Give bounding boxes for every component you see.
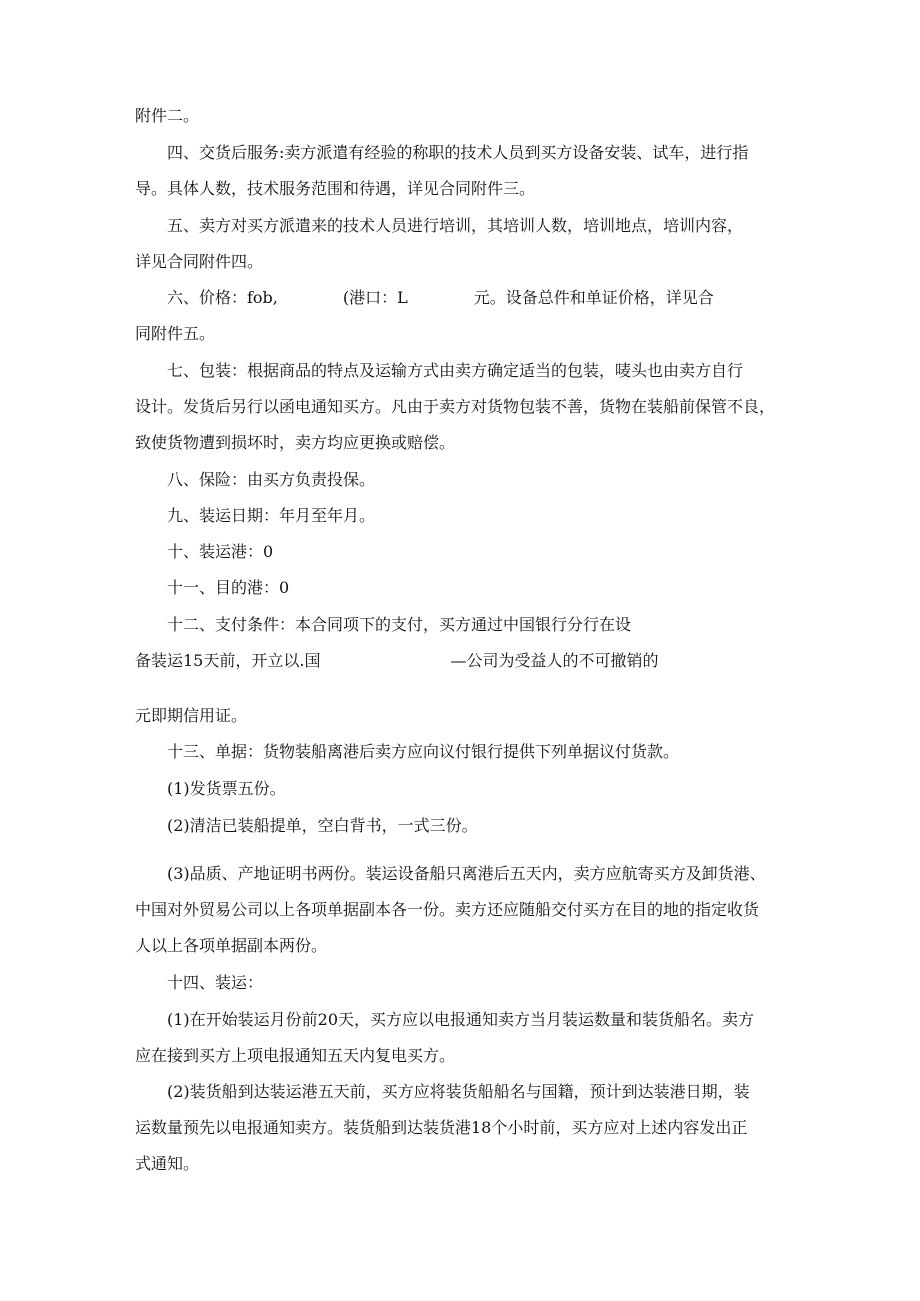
text-line: (2)清洁已装船提单，空白背书，一式三份。 <box>167 816 478 835</box>
text-line: 导。具体人数，技术服务范围和待遇，详见合同附件三。 <box>135 179 536 198</box>
text-line: 同附件五。 <box>135 324 216 343</box>
text-line: 十四、装运： <box>167 973 264 992</box>
text-line: 附件二。 <box>135 106 200 125</box>
text-line: 十三、单据：货物装船离港后卖方应向议付银行提供下列单据议付货款。 <box>167 742 680 761</box>
text-line: 元即期信用证。 <box>135 706 248 725</box>
text-line: (1)发货票五份。 <box>167 779 286 798</box>
payment-line <box>135 651 658 671</box>
text-line: 九、装运日期：年月至年月。 <box>167 506 376 525</box>
text-line: 中国对外贸易公司以上各项单据副本各一份。卖方还应随船交付买方在目的地的指定收货 <box>135 900 760 919</box>
payment-part-a: 备装运15天前，开立以.国 <box>135 651 321 670</box>
price-tail: 元。设备总件和单证价格，详见合 <box>473 288 714 307</box>
price-label: 六、价格：fob, <box>167 288 278 307</box>
text-line: (2)装货船到达装运港五天前，买方应将装货船船名与国籍，预计到达装港日期，装 <box>167 1082 750 1101</box>
text-line: 八、保险：由买方负责投保。 <box>167 470 376 489</box>
text-line: 十一、目的港：0 <box>167 578 290 597</box>
text-line: 四、交货后服务:卖方派遣有经验的称职的技术人员到买方设备安装、试车，进行指 <box>167 143 749 162</box>
text-line: 设计。发货后另行以函电通知买方。凡由于卖方对货物包装不善，货物在装船前保管不良， <box>135 397 776 416</box>
text-line: 式通知。 <box>135 1154 200 1173</box>
text-line: 运数量预先以电报通知卖方。装货船到达装货港18个小时前，买方应对上述内容发出正 <box>135 1118 748 1137</box>
payment-part-b: —公司为受益人的不可撤销的 <box>450 651 659 670</box>
text-line: 十二、支付条件：本合同项下的支付，买方通过中国银行分行在设 <box>167 615 632 634</box>
text-line: 详见合同附件四。 <box>135 252 264 271</box>
price-line <box>167 288 714 308</box>
port-label: (港口：L <box>342 288 408 307</box>
text-line: 人以上各项单据副本两份。 <box>135 936 328 955</box>
text-line: 致使货物遭到损坏时，卖方均应更换或赔偿。 <box>135 433 456 452</box>
text-line: 五、卖方对买方派遣来的技术人员进行培训，其培训人数，培训地点，培训内容， <box>167 216 744 235</box>
text-line: 七、包装：根据商品的特点及运输方式由卖方确定适当的包装，唛头也由卖方自行 <box>167 361 744 380</box>
text-line: 十、装运港：0 <box>167 542 274 561</box>
text-line: (1)在开始装运月份前20天，买方应以电报通知卖方当月装运数量和装货船名。卖方 <box>167 1010 755 1029</box>
text-line: (3)品质、产地证明书两份。装运设备船只离港后五天内，卖方应航寄买方及卸货港、 <box>167 864 766 883</box>
text-line: 应在接到买方上项电报通知五天内复电买方。 <box>135 1046 456 1065</box>
